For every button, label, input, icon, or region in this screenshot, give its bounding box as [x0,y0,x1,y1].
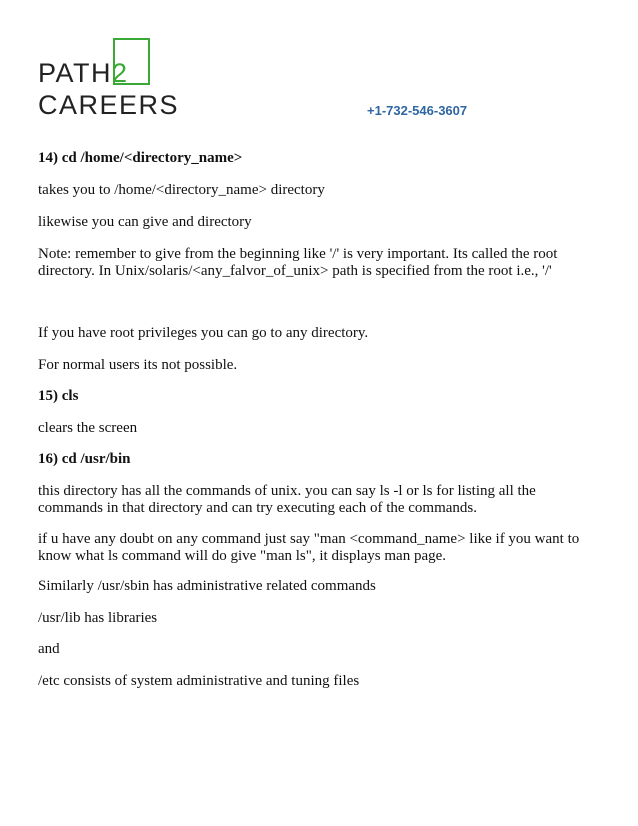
logo-number: 2 [112,58,129,88]
paragraph: if u have any doubt on any command just say "man <command_name> like if you want to know what ls command will do give "man ls", it displays man page. [38,531,580,564]
paragraph: and [38,641,60,657]
heading-cd-usr-bin: 16) cd /usr/bin [38,451,131,467]
heading-cls: 15) cls [38,388,79,404]
paragraph: clears the screen [38,420,138,436]
paragraph: Similarly /usr/sbin has administrative related commands [38,578,376,594]
note-paragraph: Note: remember to give from the beginning like '/' is very important. Its called the root directory. In Unix/solaris/<any_falvor_of_unix> path is specified from the root i.e., '/' [38,246,558,279]
logo-word-path: PATH [38,58,113,88]
phone-number: +1-732-546-3607 [367,103,468,118]
paragraph: For normal users its not possible. [38,357,238,373]
paragraph: If you have root privileges you can go to any directory. [38,325,369,341]
path2careers-logo [38,36,178,120]
paragraph: takes you to /home/<directory_name> directory [38,182,325,198]
paragraph: /usr/lib has libraries [38,610,158,626]
heading-cd-home: 14) cd /home/<directory_name> [38,150,243,166]
paragraph: /etc consists of system administrative and tuning files [38,673,360,689]
paragraph: this directory has all the commands of unix. you can say ls -l or ls for listing all the commands in that directory and can try executing each of the commands. [38,483,536,516]
logo-word-careers: CAREERS [38,90,180,120]
logo-line-1 [38,58,129,88]
paragraph: likewise you can give and directory [38,214,252,230]
